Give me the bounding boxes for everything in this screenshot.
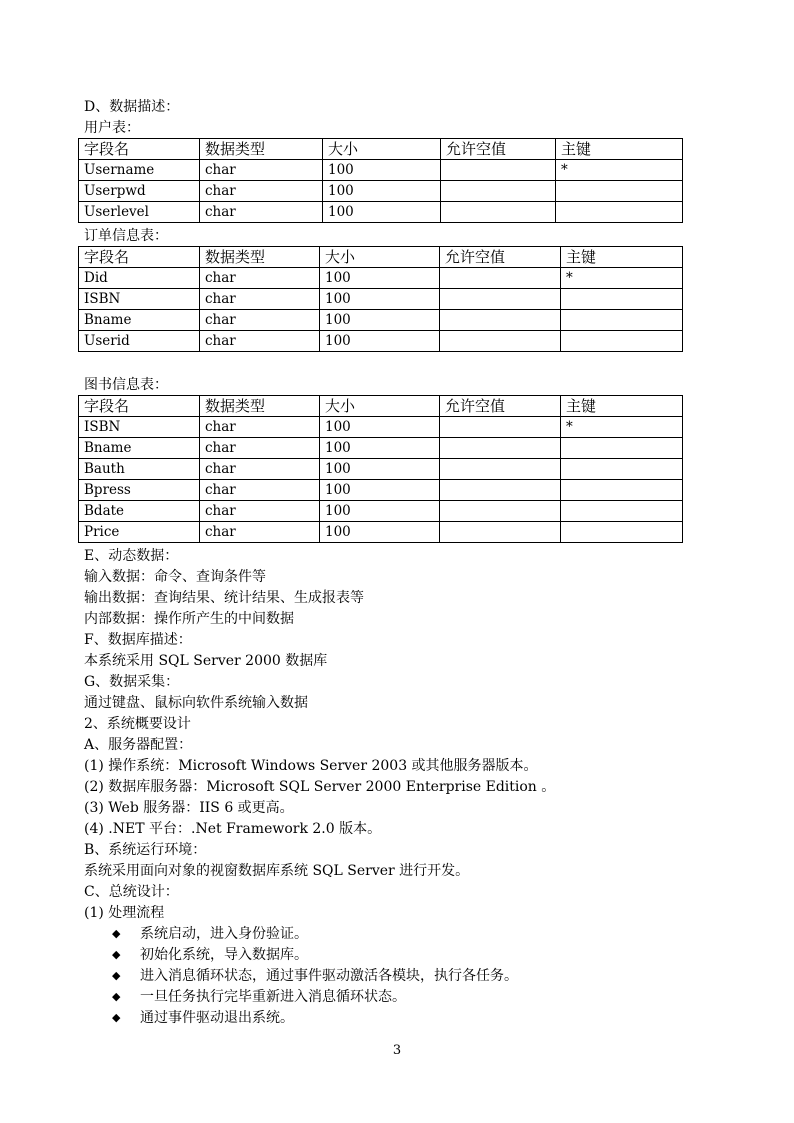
table-cell [561, 480, 683, 501]
table-cell [561, 331, 683, 352]
table-cell: Username [79, 160, 200, 181]
table-row [79, 289, 683, 310]
table-cell: char [200, 522, 320, 543]
table-cell: char [200, 202, 323, 223]
table-cell: Bname [79, 438, 200, 459]
table-cell: * [561, 417, 683, 438]
table-cell [440, 438, 561, 459]
table-header-row [79, 396, 683, 417]
table-header-cell: 主键 [556, 139, 683, 160]
diamond-bullet-icon: ◆ [112, 948, 121, 961]
order-table-caption: 订单信息表： [84, 228, 168, 244]
table-header-cell: 数据类型 [200, 396, 320, 417]
table-cell: 100 [323, 160, 441, 181]
table-cell: Bpress [79, 480, 200, 501]
table-cell: 100 [323, 202, 441, 223]
table-header-cell: 字段名 [79, 247, 200, 268]
order-table [78, 246, 683, 352]
table-cell: 100 [320, 310, 440, 331]
table-cell: 100 [320, 480, 440, 501]
table-cell: Bdate [79, 501, 200, 522]
table-cell: Userid [79, 331, 200, 352]
table-cell [561, 459, 683, 480]
table-cell [556, 202, 683, 223]
table-cell: char [200, 480, 320, 501]
table-header-cell: 字段名 [79, 396, 200, 417]
table-row [79, 310, 683, 331]
table-row [79, 501, 683, 522]
section-g-heading: G、数据采集： [84, 674, 180, 690]
table-cell [440, 268, 561, 289]
table-cell: Price [79, 522, 200, 543]
data-collection-text: 通过键盘、鼠标向软件系统输入数据 [84, 695, 308, 711]
table-cell [440, 501, 561, 522]
table-header-cell: 大小 [320, 247, 440, 268]
table-cell: char [200, 417, 320, 438]
table-cell: char [200, 310, 320, 331]
table-row [79, 160, 683, 181]
table-cell [440, 310, 561, 331]
table-cell: Bname [79, 310, 200, 331]
server-config-os: (1) 操作系统：Microsoft Windows Server 2003 或其他服务器版本。 [84, 758, 538, 774]
table-cell [561, 522, 683, 543]
list-item-text: 初始化系统，导入数据库。 [140, 947, 308, 963]
table-cell [440, 289, 561, 310]
table-cell [441, 160, 556, 181]
list-item-text: 一旦任务执行完毕重新进入消息循环状态。 [140, 989, 406, 1005]
table-cell [440, 331, 561, 352]
table-cell: 100 [320, 417, 440, 438]
page-number: 3 [392, 1043, 402, 1058]
table-cell: 100 [320, 289, 440, 310]
table-header-row [79, 139, 683, 160]
input-data-text: 输入数据：命令、查询条件等 [84, 569, 266, 585]
table-header-cell: 主键 [561, 396, 683, 417]
table-row [79, 417, 683, 438]
table-cell [440, 417, 561, 438]
table-cell [440, 522, 561, 543]
diamond-bullet-icon: ◆ [112, 927, 121, 940]
table-cell [440, 459, 561, 480]
table-cell: 100 [323, 181, 441, 202]
table-cell: char [200, 181, 323, 202]
table-row [79, 522, 683, 543]
table-cell [561, 501, 683, 522]
process-flow-heading: (1) 处理流程 [84, 905, 165, 921]
table-row [79, 438, 683, 459]
table-row [79, 181, 683, 202]
book-table [78, 395, 683, 543]
table-cell: * [556, 160, 683, 181]
table-row [79, 268, 683, 289]
table-header-cell: 主键 [561, 247, 683, 268]
table-cell [440, 480, 561, 501]
diamond-bullet-icon: ◆ [112, 990, 121, 1003]
user-table [78, 138, 683, 223]
table-cell: 100 [320, 522, 440, 543]
diamond-bullet-icon: ◆ [112, 1011, 121, 1024]
table-row [79, 331, 683, 352]
table-cell: ISBN [79, 289, 200, 310]
table-header-cell: 允许空值 [440, 396, 561, 417]
section-e-heading: E、动态数据： [84, 548, 179, 564]
table-header-cell: 允许空值 [441, 139, 556, 160]
table-cell [441, 181, 556, 202]
table-cell: char [200, 289, 320, 310]
server-config-web: (3) Web 服务器：IIS 6 或更高。 [84, 800, 294, 816]
table-cell: 100 [320, 501, 440, 522]
table-cell: Did [79, 268, 200, 289]
section-c-heading: C、总统设计： [84, 884, 179, 900]
table-cell: 100 [320, 438, 440, 459]
runtime-environment-text: 系统采用面向对象的视窗数据库系统 SQL Server 进行开发。 [84, 863, 470, 879]
table-cell: char [200, 501, 320, 522]
server-config-db: (2) 数据库服务器：Microsoft SQL Server 2000 Enterprise Edition 。 [84, 779, 556, 795]
table-cell: 100 [320, 331, 440, 352]
table-cell: char [200, 160, 323, 181]
table-cell: Userlevel [79, 202, 200, 223]
internal-data-text: 内部数据：操作所产生的中间数据 [84, 611, 294, 627]
table-cell: char [200, 459, 320, 480]
section-2-heading: 2、系统概要设计 [84, 716, 191, 732]
table-cell [556, 181, 683, 202]
table-cell: ISBN [79, 417, 200, 438]
table-cell: Userpwd [79, 181, 200, 202]
book-table-caption: 图书信息表： [84, 377, 168, 393]
table-cell: char [200, 438, 320, 459]
table-cell: char [200, 268, 320, 289]
table-header-cell: 数据类型 [200, 139, 323, 160]
output-data-text: 输出数据：查询结果、统计结果、生成报表等 [84, 590, 364, 606]
table-cell [441, 202, 556, 223]
table-cell: Bauth [79, 459, 200, 480]
database-description: 本系统采用 SQL Server 2000 数据库 [84, 653, 328, 669]
table-cell: char [200, 331, 320, 352]
table-cell: * [561, 268, 683, 289]
table-row [79, 202, 683, 223]
table-row [79, 480, 683, 501]
table-cell: 100 [320, 268, 440, 289]
table-cell [561, 438, 683, 459]
table-header-cell: 字段名 [79, 139, 200, 160]
server-config-net: (4) .NET 平台：.Net Framework 2.0 版本。 [84, 821, 382, 837]
table-header-cell: 允许空值 [440, 247, 561, 268]
list-item-text: 进入消息循环状态，通过事件驱动激活各模块，执行各任务。 [140, 968, 518, 984]
diamond-bullet-icon: ◆ [112, 969, 121, 982]
section-d-heading: D、数据描述： [84, 99, 180, 115]
user-table-caption: 用户表： [84, 120, 140, 136]
list-item-text: 系统启动，进入身份验证。 [140, 926, 308, 942]
table-cell [561, 289, 683, 310]
table-row [79, 459, 683, 480]
table-cell: 100 [320, 459, 440, 480]
table-header-row [79, 247, 683, 268]
table-header-cell: 大小 [323, 139, 441, 160]
table-header-cell: 数据类型 [200, 247, 320, 268]
list-item-text: 通过事件驱动退出系统。 [140, 1010, 294, 1026]
section-f-heading: F、数据库描述： [84, 632, 192, 648]
section-a-heading: A、服务器配置： [84, 737, 193, 753]
table-header-cell: 大小 [320, 396, 440, 417]
table-cell [561, 310, 683, 331]
section-b-heading: B、系统运行环境： [84, 842, 207, 858]
